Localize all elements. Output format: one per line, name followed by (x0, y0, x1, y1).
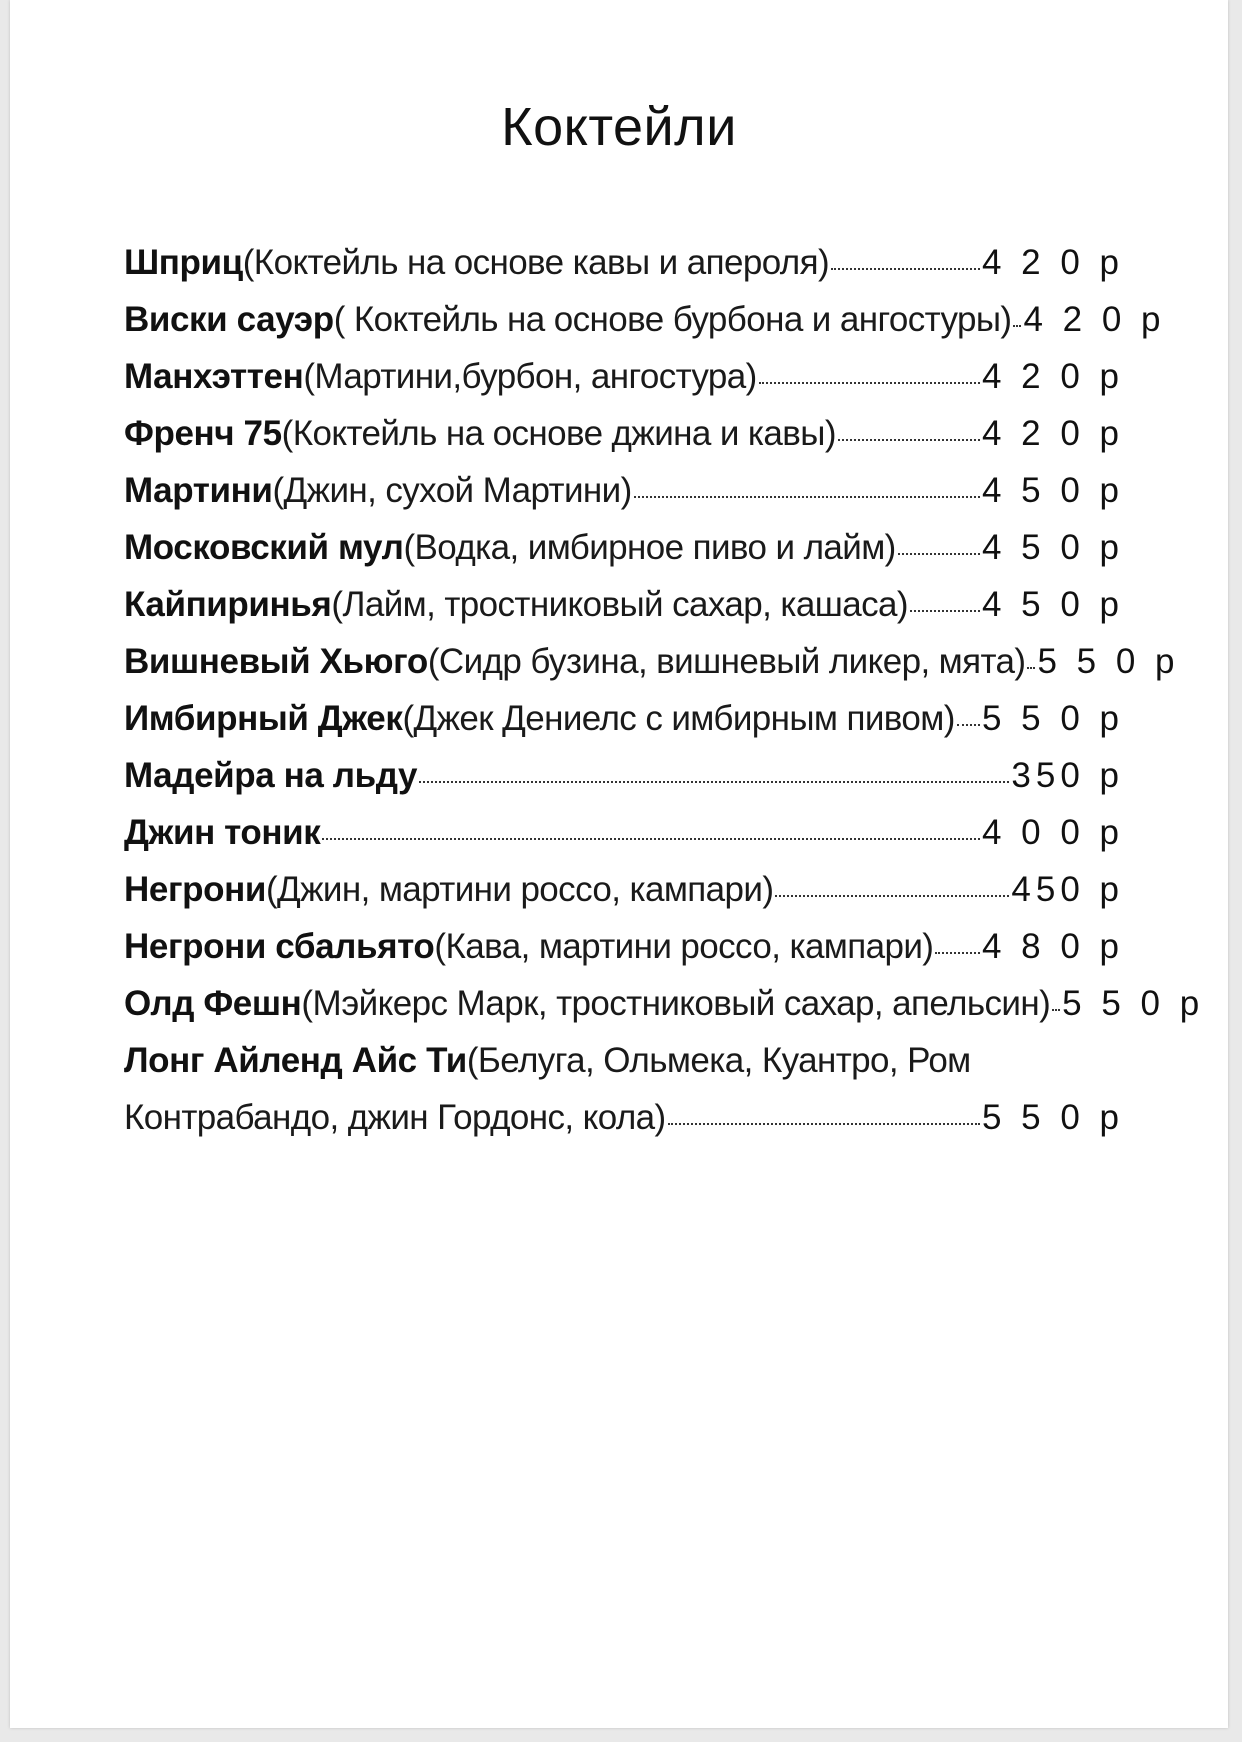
item-price: 4 5 0 р (981, 585, 1124, 624)
item-price: 5 5 0 р (1037, 642, 1180, 681)
item-description: (Коктейль на основе джина и кавы) (281, 414, 836, 453)
item-name: Имбирный Джек (124, 699, 403, 738)
dot-leader (668, 1123, 980, 1125)
menu-item-long-second-line (124, 1089, 1124, 1146)
dot-leader (838, 439, 980, 441)
item-name: Негрони сбальято (124, 927, 435, 966)
item-description: (Сидр бузина, вишневый ликер, мята) (427, 642, 1026, 681)
dot-leader (898, 553, 980, 555)
menu-item (124, 804, 1124, 861)
item-price: 450 р (1011, 870, 1124, 909)
menu-item (124, 633, 1180, 690)
menu-item (124, 861, 1124, 918)
item-description: ( Коктейль на основе бурбона и ангостуры) (333, 300, 1012, 339)
dot-leader (910, 610, 980, 612)
menu-item (124, 291, 1166, 348)
item-price: 4 2 0 р (981, 357, 1124, 396)
item-description: (Джин, мартини россо, кампари) (265, 870, 774, 909)
menu-item (124, 975, 1205, 1032)
item-name: Шприц (124, 243, 243, 282)
item-price: 4 2 0 р (1023, 300, 1166, 339)
menu-item-long-first-line (124, 1032, 1124, 1089)
item-name: Негрони (124, 870, 266, 909)
menu-item (124, 462, 1124, 519)
menu-item (124, 747, 1124, 804)
item-name: Френч 75 (124, 414, 282, 453)
menu-item (124, 918, 1124, 975)
item-name: Манхэттен (124, 357, 304, 396)
item-description: (Водка, имбирное пиво и лайм) (403, 528, 896, 567)
item-price: 4 2 0 р (981, 414, 1124, 453)
item-price: 5 5 0 р (1062, 984, 1205, 1023)
page-title: Коктейли (501, 97, 737, 157)
item-price: 4 5 0 р (981, 471, 1124, 510)
item-name: Мадейра на льду (124, 756, 418, 795)
cocktail-list (124, 234, 1205, 1146)
item-price: 4 0 0 р (981, 813, 1124, 852)
item-price: 350 р (1011, 756, 1124, 795)
dot-leader (1052, 1009, 1060, 1011)
item-price: 4 5 0 р (981, 528, 1124, 567)
item-description: (Мэйкерс Марк, тростниковый сахар, апельсин) (301, 984, 1051, 1023)
menu-page (10, 0, 1228, 1728)
item-description: (Коктейль на основе кавы и апероля) (242, 243, 830, 282)
item-description: (Джек Дениелс с имбирным пивом) (402, 699, 955, 738)
item-price: 5 5 0 р (981, 699, 1124, 738)
item-price: 4 8 0 р (981, 927, 1124, 966)
dot-leader (419, 781, 1009, 783)
dot-leader (1027, 667, 1035, 669)
item-name: Виски сауэр (124, 300, 334, 339)
dot-leader (634, 496, 980, 498)
dot-leader (831, 268, 980, 270)
dot-leader (322, 838, 980, 840)
item-description: (Мартини,бурбон, ангостура) (303, 357, 757, 396)
dot-leader (957, 724, 980, 726)
item-name: Кайпиринья (124, 585, 332, 624)
dot-leader (759, 382, 980, 384)
menu-item (124, 519, 1124, 576)
item-description-continued: Контрабандо, джин Гордонс, кола) (124, 1098, 666, 1137)
item-description: (Джин, сухой Мартини) (272, 471, 632, 510)
item-price: 4 2 0 р (981, 243, 1124, 282)
menu-item (124, 234, 1124, 291)
item-name: Джин тоник (124, 813, 321, 852)
menu-item (124, 576, 1124, 633)
item-price: 5 5 0 р (981, 1098, 1124, 1137)
item-name: Лонг Айленд Айс Ти (124, 1041, 467, 1080)
item-name: Московский мул (124, 528, 404, 567)
menu-item (124, 405, 1124, 462)
item-name: Олд Фешн (124, 984, 302, 1023)
dot-leader (1013, 325, 1021, 327)
menu-item (124, 348, 1124, 405)
item-description: (Лайм, тростниковый сахар, кашаса) (331, 585, 908, 624)
item-description: (Кава, мартини россо, кампари) (434, 927, 934, 966)
dot-leader (935, 952, 980, 954)
item-name: Вишневый Хьюго (124, 642, 428, 681)
item-name: Мартини (124, 471, 273, 510)
item-description: (Белуга, Ольмека, Куантро, Ром (466, 1041, 971, 1080)
dot-leader (775, 895, 1009, 897)
menu-item (124, 690, 1124, 747)
